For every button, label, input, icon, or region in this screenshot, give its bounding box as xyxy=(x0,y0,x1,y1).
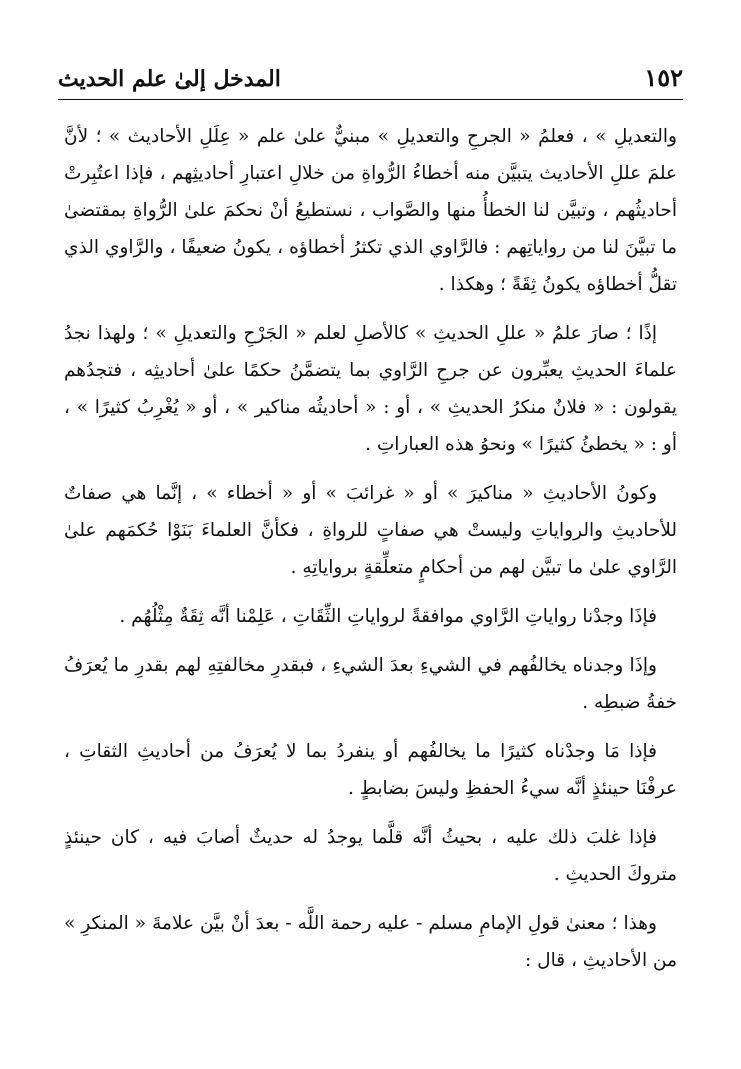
running-title: المدخل إلىٰ علم الحديث xyxy=(58,66,281,92)
paragraph-7: فإذا غلبَ ذلك عليه ، بحيثُ أنَّه قلَّما يوجدُ له حديثٌ أصابَ فيه ، كان حينئذٍ متروكَ الحديثِ . xyxy=(64,827,677,885)
paragraph-3: وكونُ الأحاديثِ « مناكيرَ » أو « غرائبَ » أو « أخطاء » ، إنَّما هي صفاتٌ للأحاديثِ والرواياتِ وليستْ هي صفاتٍ للرواةِ ، فكأنَّ العلماءَ بَنَوْا حُكمَهم علىٰ الرَّاوي علىٰ ما تبيَّن لهم من أحكامٍ متعلِّقةٍ برواياتِهِ . xyxy=(64,483,677,578)
paragraph-1: والتعديلِ » ، فعلمُ « الجرحِ والتعديلِ » مبنيٌّ علىٰ علم « عِلَلِ الأحاديث » ؛ لأنَّ علمَ عللِ الأحاديث يتبيَّن منه أخطاءُ الرُّواةِ من خلالِ اعتبارِ أحاديثِهم ، فإذا اعتُبِرتْ أحاديثُهم ، وتبيَّن لنا الخطأُ منها والصَّواب ، نستطيعُ أنْ نحكمَ علىٰ الرُّواةِ بمقتضىٰ ما تبيَّنَ لنا من رواياتِهم : فالرَّاوي الذي تكثرُ أخطاؤه ، يكونُ ضعيفًا ، والرَّاوي الذي تقلُّ أخطاؤه يكونُ ثِقَةً ؛ وهكذا . xyxy=(64,126,677,295)
page-number: ١٥٢ xyxy=(644,63,683,92)
paragraph-6: فإذا مَا وجدْناه كثيرًا ما يخالفُهم أو ينفردُ بما لا يُعرَفُ من أحاديثِ الثقاتِ ، عرفْنَا حينئذٍ أنَّه سيءُ الحفظِ وليسَ بضابطٍ . xyxy=(64,741,677,799)
paragraph-8: وهذا ؛ معنىٰ قولِ الإمامِ مسلم - عليه رحمة اللَّه - بعدَ أنْ بيَّن علامةَ « المنكرِ » من الأحاديثِ ، قال : xyxy=(64,913,677,971)
header-divider xyxy=(58,99,683,100)
page-header xyxy=(58,58,683,96)
paragraph-5: وإذَا وجدناه يخالفُهم في الشيءِ بعدَ الشيءِ ، فبقدرِ مخالفتِهِ لهم بقدرِ ما يُعرَفُ خفةُ ضبطِه . xyxy=(64,655,677,713)
body-text xyxy=(64,118,677,991)
paragraph-2: إذًا ؛ صارَ علمُ « عللِ الحديثِ » كالأصلِ لعلم « الجَرْحِ والتعديلِ » ؛ ولهذا نجدُ علماءَ الحديثِ يعبِّرون عن جرحِ الرَّاوي بما يتضمَّنُ حكمًا علىٰ أحاديثِه ، فتجدُهم يقولون : « فلانٌ منكرُ الحديثِ » ، أو : « أحاديثُه مناكير » ، أو « يُغْرِبُ كثيرًا » ، أو : « يخطئُ كثيرًا » ونحوُ هذه العباراتِ . xyxy=(64,323,677,455)
paragraph-4: فإذَا وجدْنا رواياتِ الرَّاوي موافقةً لرواياتِ الثِّقَاتِ ، عَلِمْنا أنَّه ثِقَةٌ مِثْلُهُم . xyxy=(119,606,657,627)
